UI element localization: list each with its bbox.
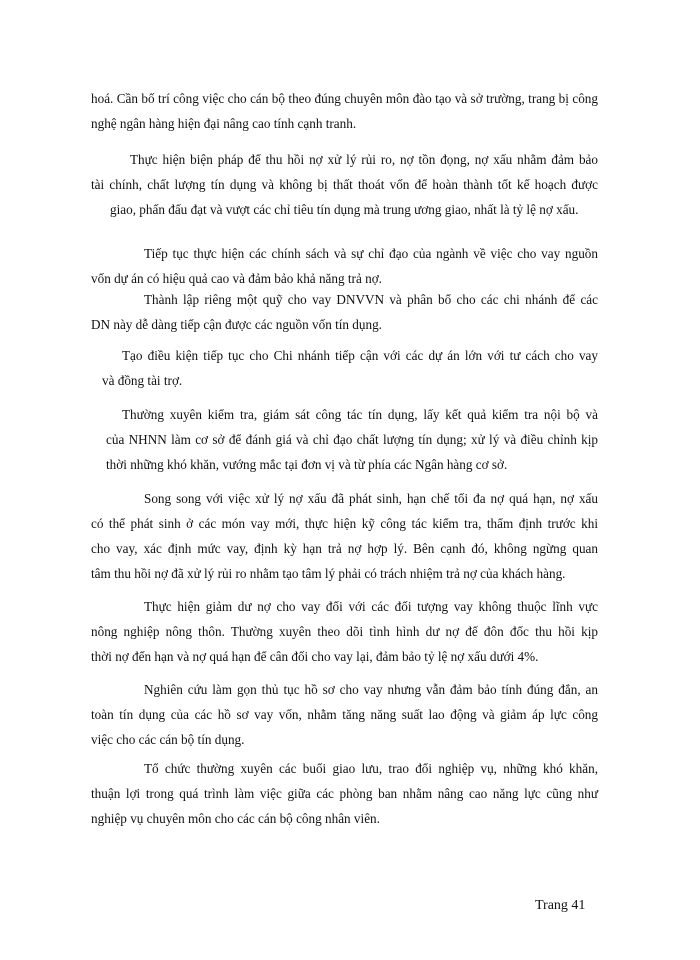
paragraph-4 bbox=[91, 287, 598, 337]
paragraph-7 bbox=[91, 486, 598, 586]
paragraph-line: Thành lập riêng một quỹ cho vay DNVVN và phân bổ cho các chi nhánh để các bbox=[144, 292, 598, 307]
paragraph-line: việc cho các cán bộ tín dụng. bbox=[91, 732, 245, 747]
paragraph-line: Tiếp tục thực hiện các chính sách và sự chỉ đạo của ngành về việc cho vay nguồn bbox=[144, 246, 598, 261]
paragraph-line: toàn tín dụng của các hồ sơ vay vốn, nhằm tăng năng suất lao động và giảm áp lực công bbox=[91, 707, 598, 722]
paragraph-line: tâm thu hồi nợ đã xử lý rủi ro nhằm tạo tâm lý phải có trách nhiệm trả nợ của khách hàng. bbox=[91, 566, 566, 581]
paragraph-line: nông nghiệp nông thôn. Thường xuyên theo dõi tình hình dư nợ để đôn đốc thu hồi kịp bbox=[91, 624, 598, 639]
paragraph-line: DN này dễ dàng tiếp cận được các nguồn vốn tín dụng. bbox=[91, 317, 382, 332]
paragraph-line: vốn dự án có hiệu quả cao và đảm bảo khả năng trả nợ. bbox=[91, 271, 382, 286]
paragraph-line: thuận lợi trong quá trình làm việc giữa các phòng ban nhằm nâng cao năng lực cũng như bbox=[91, 786, 598, 801]
paragraph-8 bbox=[91, 594, 598, 669]
paragraph-line: giao, phấn đấu đạt và vượt các chỉ tiêu tín dụng mà trung ương giao, nhất là tỷ lệ nợ xấu. bbox=[110, 202, 579, 217]
paragraph-line: Thường xuyên kiểm tra, giám sát công tác tín dụng, lấy kết quả kiểm tra nội bộ và bbox=[122, 407, 598, 422]
paragraph-line: thời những khó khăn, vướng mắc tại đơn vị và từ phía các Ngân hàng cơ sở. bbox=[106, 457, 508, 472]
paragraph-line: và đồng tài trợ. bbox=[102, 373, 183, 388]
paragraph-line: tài chính, chất lượng tín dụng và không bị thất thoát vốn để hoàn thành tốt kế hoạch được bbox=[91, 177, 598, 192]
paragraph-line: Tổ chức thường xuyên các buổi giao lưu, trao đổi nghiệp vụ, những khó khăn, bbox=[144, 761, 598, 776]
paragraph-line: của NHNN làm cơ sở để đánh giá và chỉ đạo chất lượng tín dụng; xử lý và điều chỉnh kịp bbox=[106, 432, 598, 447]
paragraph-line: thời nợ đến hạn và nợ quá hạn để cân đối cho vay lại, đảm bảo tỷ lệ nợ xấu dưới 4%. bbox=[91, 649, 539, 664]
paragraph-5 bbox=[102, 343, 598, 393]
paragraph-line: Tạo điều kiện tiếp tục cho Chi nhánh tiếp cận với các dự án lớn với tư cách cho vay bbox=[122, 348, 598, 363]
paragraph-2 bbox=[91, 147, 598, 222]
paragraph-line: hoá. Cần bố trí công việc cho cán bộ theo đúng chuyên môn đào tạo và sở trường, trang bị công bbox=[91, 91, 598, 106]
paragraph-1 bbox=[91, 86, 598, 136]
paragraph-line: có thể phát sinh ở các món vay mới, thực hiện kỹ công tác kiểm tra, thẩm định trước khi bbox=[91, 516, 598, 531]
paragraph-6 bbox=[106, 402, 598, 477]
paragraph-10 bbox=[91, 756, 598, 831]
paragraph-line: cho vay, xác định mức vay, định kỳ hạn trả nợ hợp lý. Bên cạnh đó, không ngừng quan bbox=[91, 541, 598, 556]
paragraph-line: nghiệp vụ chuyên môn cho các cán bộ công nhân viên. bbox=[91, 811, 380, 826]
paragraph-line: Thực hiện biện pháp để thu hồi nợ xử lý rủi ro, nợ tồn đọng, nợ xấu nhằm đảm bảo bbox=[130, 152, 598, 167]
paragraph-line: Thực hiện giảm dư nợ cho vay đối với các đối tượng vay không thuộc lĩnh vực bbox=[144, 599, 598, 614]
paragraph-line: Song song với việc xử lý nợ xấu đã phát sinh, hạn chế tối đa nợ quá hạn, nợ xấu bbox=[144, 491, 598, 506]
paragraph-line: Nghiên cứu làm gọn thủ tục hồ sơ cho vay nhưng vẫn đảm bảo tính đúng đắn, an bbox=[144, 682, 598, 697]
page-number: Trang 41 bbox=[535, 898, 586, 913]
paragraph-9 bbox=[91, 677, 598, 752]
paragraph-line: nghệ ngân hàng hiện đại nâng cao tính cạnh tranh. bbox=[91, 116, 357, 131]
paragraph-3 bbox=[91, 241, 598, 291]
